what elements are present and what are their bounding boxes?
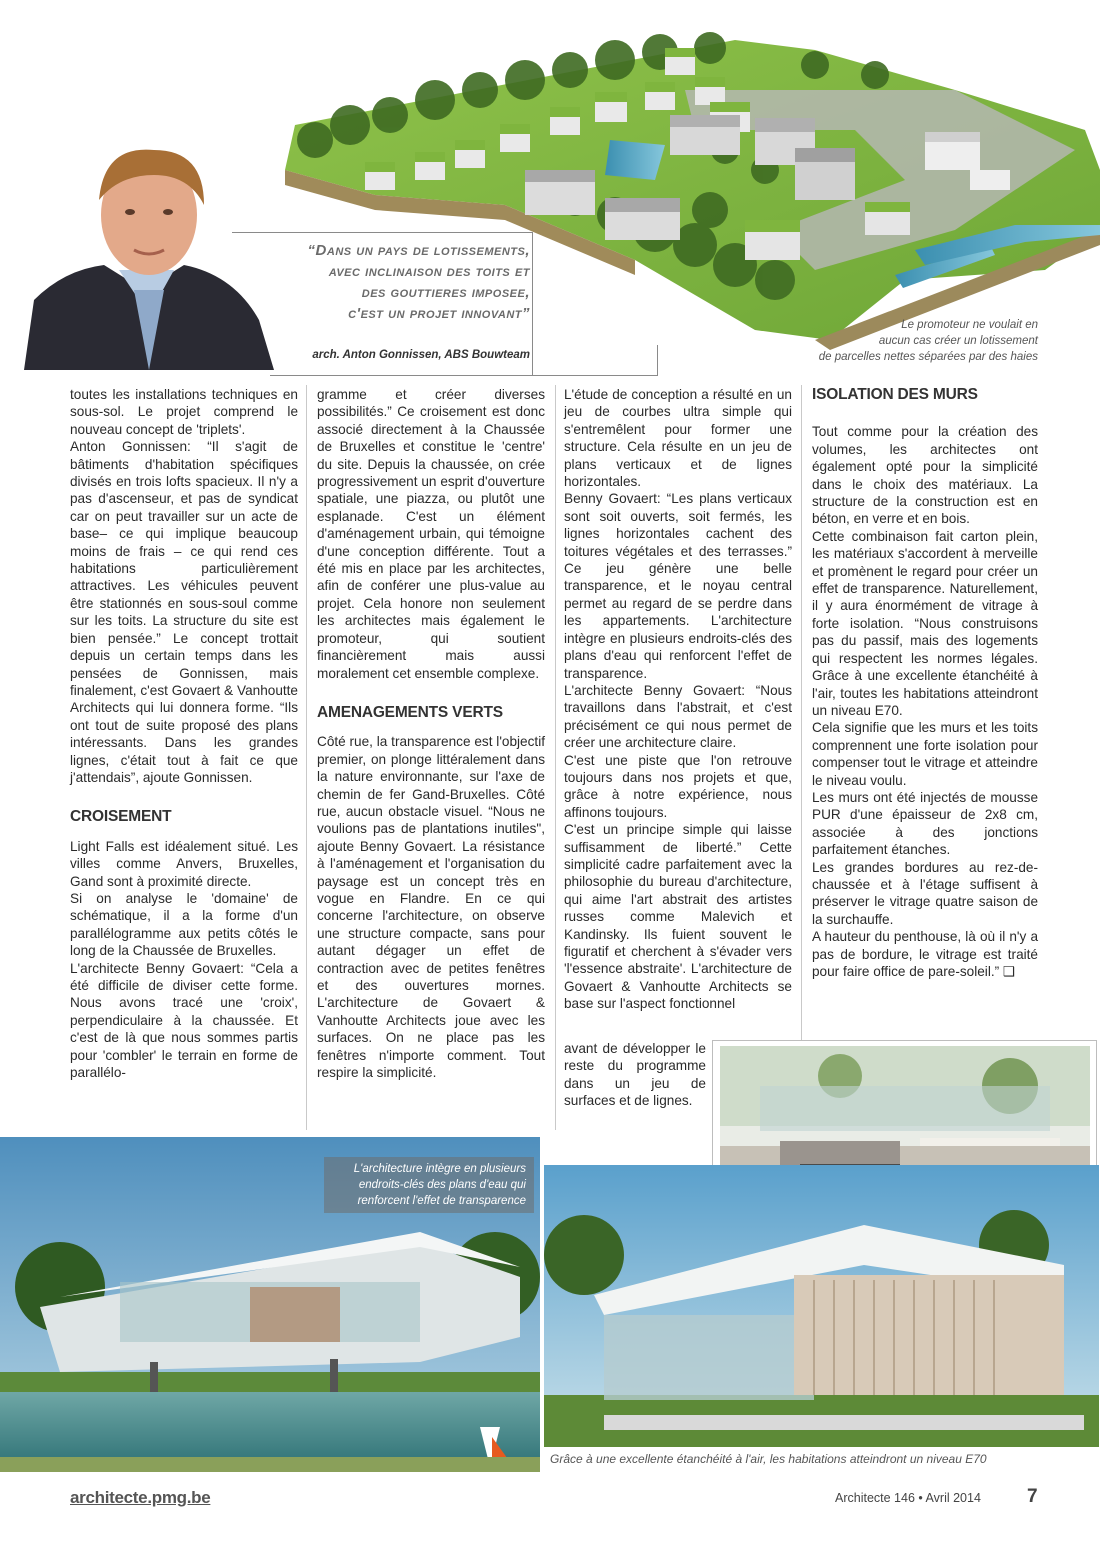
paragraph: Tout comme pour la création des volumes, les architectes ont également opté pour la simplicité dans le choix des matériaux. La structure de la construction est en béton, en verre et en bois. — [812, 424, 1038, 527]
quote-frame-bottom — [270, 375, 658, 376]
paragraph: avant de développer le reste du programme dans un jeu de surfaces et de lignes. — [564, 1041, 706, 1109]
footer-issue: Architecte 146 • Avril 2014 — [835, 1491, 981, 1505]
column-4 — [812, 386, 1038, 980]
quote-signature: arch. Anton Gonnissen, ABS Bouwteam — [312, 349, 530, 361]
paragraph: gramme et créer diverses possibilités.” Ce croisement est donc associé directement à la Chaussée de Bruxelles et constitue le 'centre' du site. Depuis la chaussée, on crée progressivement un esprit d'ouverture spatiale, une piazza, ou plutôt une esplanade. C'est un élément d'aménagement urbain, qui témoigne d'une conception différente. Tout a été mis en place par les architectes, afin de conférer une plus-value au projet. Cela honore non seulement les architectes mais également le promoteur, qui soutient financièrement mais aussi moralement cet ensemble complexe. — [317, 387, 545, 681]
quote-line: “Dans un pays de lotissements, — [307, 242, 530, 259]
paragraph: Light Falls est idéalement situé. Les villes comme Anvers, Bruxelles, Gand sont à proximité directe. — [70, 838, 298, 889]
column-1 — [70, 386, 298, 1081]
paragraph: A hauteur du penthouse, là où il n'y a pas de bordure, le vitrage est traité pour faire office de pare-soleil.” ❑ — [812, 929, 1038, 979]
paragraph: Les grandes bordures au rez-de-chaussée et à l'étage suffisent à préserver le vitrage quatre saison de la surchauffe. — [812, 859, 1038, 927]
caption-line: de parcelles nettes séparées par des haies — [818, 351, 1038, 363]
caption-line: Le promoteur ne voulait en — [901, 319, 1038, 331]
paragraph: Cette combinaison fait carton plein, les matériaux s'accordent à merveille et promènent le regard pour créer un effet de transparence. Naturellement, il y aura énormément de vitrage à forte isolation. “Nous construisons pas du passif, mais des logements qui respectent les normes légales. Grâce à une excellente étanchéité à l'air, toutes les habitations atteindront un niveau E70. — [812, 528, 1038, 718]
section-heading-amenagements: AMENAGEMENTS VERTS — [317, 703, 503, 721]
column-separator — [801, 385, 802, 1040]
paragraph: Si on analyse le 'domaine' de schématique, il a la forme d'un parallélogramme aux petits côtés le long de la Chaussée de Bruxelles. — [70, 890, 298, 959]
page-number: 7 — [1027, 1486, 1038, 1507]
quote-frame-right — [532, 232, 533, 376]
column-3 — [564, 386, 792, 1013]
caption-line: aucun cas créer un lotissement — [878, 335, 1038, 347]
right-photo-caption: Grâce à une excellente étanchéité à l'air, les habitations atteindront un niveau E70 — [550, 1452, 987, 1466]
section-heading-isolation: ISOLATION DES MURS — [812, 386, 978, 403]
quote-frame-right2 — [657, 345, 658, 376]
caption-line: L'architecture intègre en plusieurs — [353, 1163, 526, 1175]
paragraph: toutes les installations techniques en sous-sol. Le projet comprend le nouveau concept de 'triplets'. — [70, 387, 298, 437]
paragraph: Anton Gonnissen: “Il s'agit de bâtiments d'habitation spécifiques divisés en trois lofts spacieux. Il n'y a pas d'ascenseur, et pas de syndicat car on peut travailler sur un acte de base– ce qui implique beaucoup moins de frais – ce qui rend ces habitations particulièrement attractives. Les véhicules peuvent être stationnés en sous-soul comme sur les toits. La structure du site est bien pensée.” Le concept trottait depuis un certain temps dans les pensées de Gonnissen, mais finalement, c'est Govaert & Vanhoutte Architects qui lui donnera forme. “Ils ont tout de suite proposé des plans intéressants. Dans les grandes lignes, c'était tout à fait ce que j'attendais”, ajoute Gonnissen. — [70, 439, 298, 785]
quote-line: avec inclinaison des toits et — [328, 263, 530, 280]
column-3-continued — [564, 1040, 706, 1110]
column-2 — [317, 386, 545, 1081]
paragraph: L'architecte Benny Govaert: “Cela a été difficile de diviser cette forme. Nous avons tracé une 'croix', perpendiculaire à la chaussée. Et c'est de là que nous sommes partis pour 'combler' le terrain en forme de parallélo- — [70, 960, 298, 1081]
paragraph: C'est une piste que l'on retrouve toujours dans nos projets et que, grâce à notre expérience, nous affinons toujours. — [564, 752, 792, 820]
section-heading-croisement: CROISEMENT — [70, 808, 172, 826]
paragraph: Côté rue, la transparence est l'objectif premier, on plonge littéralement dans la nature environnante, sur l'axe de chemin de fer Gand-Bruxelles. Côté rue, aucun obstacle visuel. “Nous ne voulions pas de plantations inutiles", ajoute Benny Govaert. La résistance à l'aménagement et l'organisation du paysage est un concept très en vogue en Flandre. En ce qui concerne l'architecture, on observe une structure compacte, sans pour autant dégager un effet de contraction avec de petites fenêtres et des ouvertures mornes. L'architecture de Govaert & Vanhoutte Architects joue avec les surfaces. On ne place pas les fenêtres n'importe comment. Tout respire la simplicité. — [317, 734, 545, 1081]
left-photo-caption — [324, 1157, 534, 1213]
quote-line: des gouttieres imposee, — [361, 284, 530, 301]
aerial-caption — [780, 317, 1038, 365]
column-separator — [555, 385, 556, 1130]
paragraph: C'est un principe simple qui laisse suffisamment de liberté.” Cette simplicité cadre parfaitement avec la philosophie du bureau d'architecture, qui aime l'art abstrait des artistes russes comme Malevich et Kandinsky. Ils fuient souvent le figuratif et cherchent à s'évader vers 'l'essence abstraite'. L'architecture de Govaert & Vanhoutte Architects se base sur l'aspect fonctionnel — [564, 822, 792, 1012]
architect-portrait — [24, 140, 274, 370]
paragraph: Les murs ont été injectés de mousse PUR d'une épaisseur de 2x8 cm, associée à des jonctions parfaitement étanches. — [812, 789, 1038, 858]
paragraph: Benny Govaert: “Les plans verticaux sont soit ouverts, soit fermés, les lignes horizontales cachent des toitures végétales et des terrasses.” Ce jeu génère une belle transparence, et le noyau central permet au regard de se perdre dans les appartements. L'architecture intègre en plusieurs endroits-clés des plans d'eau qui renforcent l'effet de transparence. — [564, 491, 792, 681]
paragraph: Cela signifie que les murs et les toits comprennent une forte isolation pour compenser tout le vitrage et atteindre le niveau voulu. — [812, 720, 1038, 788]
caption-line: endroits-clés des plans d'eau qui — [358, 1179, 526, 1191]
quote-frame — [232, 232, 532, 233]
building-render-right — [544, 1165, 1099, 1447]
footer-website-link[interactable]: architecte.pmg.be — [70, 1488, 211, 1507]
paragraph: L'architecte Benny Govaert: “Nous travaillons dans l'abstrait, et c'est précisément ce qui nous permet de créer une architecture claire. — [564, 682, 792, 751]
caption-line: renforcent l'effet de transparence — [357, 1195, 526, 1207]
pull-quote — [250, 240, 530, 324]
column-separator — [306, 385, 307, 1130]
paragraph: L'étude de conception a résulté en un jeu de courbes ultra simple qui s'entremêlent pour former une structure. Cela résulte en un jeu de plans verticaux et de lignes horizontales. — [564, 387, 792, 490]
quote-line: c'est un projet innovant” — [348, 305, 530, 322]
